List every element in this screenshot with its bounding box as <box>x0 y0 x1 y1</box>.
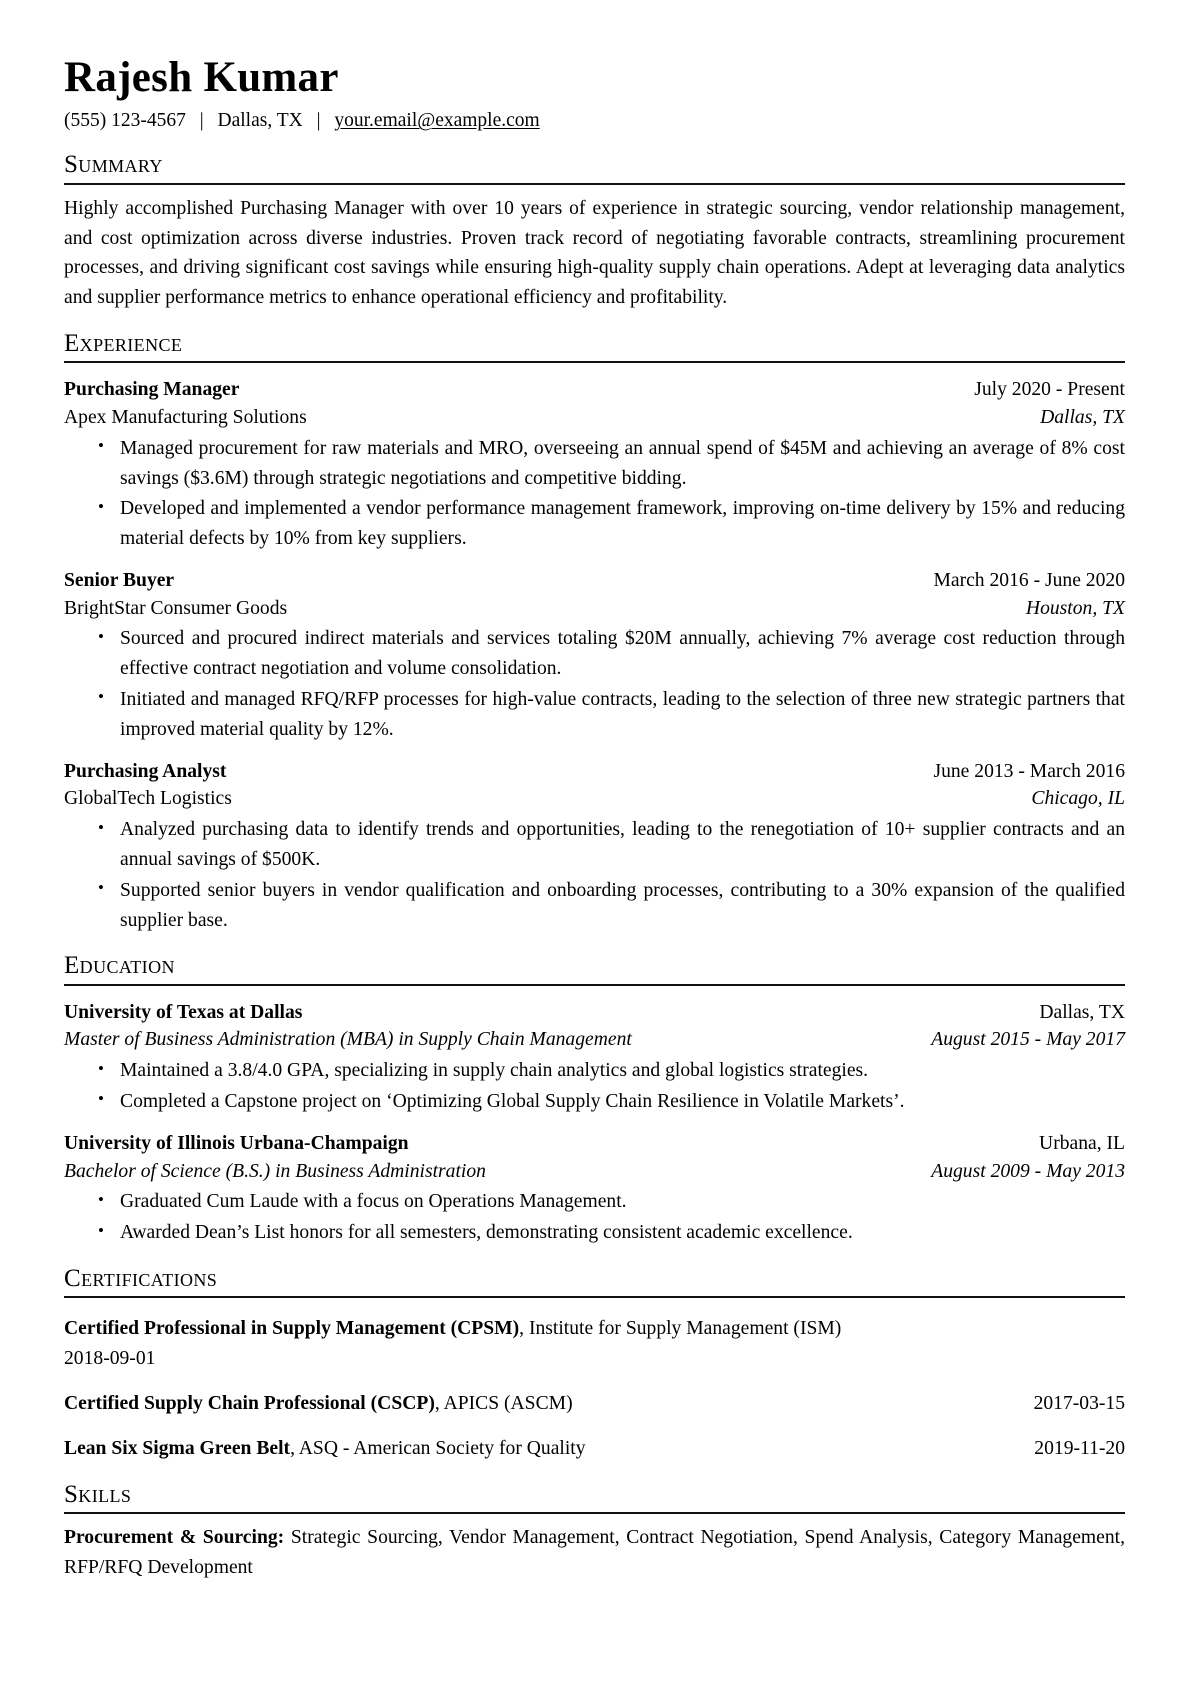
certification-date: 2018-09-01 <box>64 1347 156 1369</box>
section-summary <box>64 152 1125 312</box>
certification-text <box>64 1389 1020 1418</box>
certification-entry <box>64 1389 1125 1418</box>
job-location: Dallas, TX <box>1040 406 1125 428</box>
education-bullet-list <box>64 1187 1125 1248</box>
certification-issuer: , Institute for Supply Management (ISM) <box>519 1318 842 1340</box>
certification-name: Certified Supply Chain Professional (CSCP) <box>64 1393 435 1414</box>
job-dates: March 2016 - June 2020 <box>933 569 1125 591</box>
education-degree-row <box>64 1158 1125 1186</box>
section-rule-experience <box>64 361 1125 363</box>
company-name: Apex Manufacturing Solutions <box>64 406 307 428</box>
education-entry <box>64 999 1125 1117</box>
skill-items: Strategic Sourcing, Vendor Management, Contract Negotiation, Spend Analysis, Category Management, RFP/RFQ Development <box>64 1527 1125 1578</box>
job-location: Chicago, IL <box>1031 788 1125 810</box>
job-title: Purchasing Manager <box>64 379 240 401</box>
experience-company-row <box>64 785 1125 813</box>
section-heading-experience: Experience <box>64 329 183 357</box>
school-location: Urbana, IL <box>1039 1132 1125 1154</box>
company-name: BrightStar Consumer Goods <box>64 597 288 619</box>
experience-title-row <box>64 758 1125 786</box>
experience-entry <box>64 758 1125 936</box>
job-title: Purchasing Analyst <box>64 760 227 782</box>
education-school-row <box>64 1130 1125 1158</box>
certification-name: Certified Professional in Supply Management (CPSM) <box>64 1318 520 1340</box>
job-bullet: • Developed and implemented a vendor performance management framework, improving on-time delivery by 15% and reducing material defects by 10% from key suppliers. <box>98 494 1125 554</box>
education-bullet-list <box>64 1056 1125 1117</box>
experience-entry <box>64 376 1125 554</box>
section-heading-certifications: Certifications <box>64 1264 218 1292</box>
education-bullet: • Maintained a 3.8/4.0 GPA, specializing in supply chain analytics and global logistics strategies. <box>98 1056 1125 1086</box>
education-bullet: • Awarded Dean’s List honors for all semesters, demonstrating consistent academic excellence. <box>98 1218 1125 1248</box>
skill-group <box>64 1523 1125 1583</box>
degree-name: Master of Business Administration (MBA) in Supply Chain Management <box>64 1029 632 1051</box>
certification-issuer: , APICS (ASCM) <box>434 1393 573 1414</box>
section-rule-summary <box>64 183 1125 185</box>
section-education <box>64 953 1125 1248</box>
job-bullet: • Initiated and managed RFQ/RFP processes for high-value contracts, leading to the selection of three new strategic partners that improved material quality by 12%. <box>98 685 1125 745</box>
phone-number: (555) 123-4567 <box>64 110 186 132</box>
certification-date: 2019-11-20 <box>1034 1438 1125 1460</box>
experience-title-row <box>64 376 1125 404</box>
school-name: University of Texas at Dallas <box>64 1001 303 1023</box>
job-bullet-list <box>64 434 1125 554</box>
job-title: Senior Buyer <box>64 569 175 591</box>
section-skills <box>64 1482 1125 1583</box>
certification-text <box>64 1434 1020 1463</box>
experience-entry <box>64 567 1125 745</box>
certification-entry <box>64 1434 1125 1463</box>
education-bullet: • Completed a Capstone project on ‘Optimizing Global Supply Chain Resilience in Volatile Markets’. <box>98 1087 1125 1117</box>
certification-line <box>64 1389 1125 1418</box>
section-heading-education: Education <box>64 952 175 980</box>
job-bullet: • Analyzed purchasing data to identify trends and opportunities, leading to the renegotiation of 10+ supplier contracts and an annual savings of $500K. <box>98 815 1125 875</box>
education-school-row <box>64 999 1125 1027</box>
job-bullet-list <box>64 815 1125 935</box>
degree-name: Bachelor of Science (B.S.) in Business Administration <box>64 1160 486 1182</box>
job-bullet: • Sourced and procured indirect materials and services totaling $20M annually, achieving 7% average cost reduction through effective contract negotiation and volume consolidation. <box>98 624 1125 684</box>
job-dates: July 2020 - Present <box>974 379 1125 401</box>
certification-entry <box>64 1314 1125 1373</box>
candidate-location: Dallas, TX <box>217 110 303 132</box>
resume-header <box>64 54 1125 134</box>
certification-issuer: , ASQ - American Society for Quality <box>290 1438 586 1460</box>
experience-title-row <box>64 567 1125 595</box>
contact-separator-2: | <box>316 110 321 132</box>
section-rule-education <box>64 984 1125 986</box>
section-rule-certifications <box>64 1296 1125 1298</box>
job-dates: June 2013 - March 2016 <box>933 760 1125 782</box>
contact-separator-1: | <box>199 110 204 132</box>
section-heading-skills: Skills <box>64 1480 132 1508</box>
school-location: Dallas, TX <box>1039 1001 1125 1023</box>
school-name: University of Illinois Urbana-Champaign <box>64 1132 409 1154</box>
job-location: Houston, TX <box>1025 597 1125 619</box>
section-rule-skills <box>64 1512 1125 1514</box>
education-entry <box>64 1130 1125 1248</box>
degree-dates: August 2015 - May 2017 <box>931 1029 1125 1051</box>
education-bullet: • Graduated Cum Laude with a focus on Operations Management. <box>98 1187 1125 1217</box>
skill-category: Procurement & Sourcing: <box>64 1527 285 1549</box>
section-certifications <box>64 1266 1125 1464</box>
candidate-name: Rajesh Kumar <box>64 54 339 101</box>
contact-line <box>64 108 1125 134</box>
certification-line <box>64 1434 1125 1463</box>
certification-name: Lean Six Sigma Green Belt <box>64 1438 291 1460</box>
degree-dates: August 2009 - May 2013 <box>931 1160 1125 1182</box>
experience-company-row <box>64 595 1125 623</box>
job-bullet: • Managed procurement for raw materials and MRO, overseeing an annual spend of $45M and achieving an average of 8% cost savings ($3.6M) through strategic negotiations and competitive bidding. <box>98 434 1125 494</box>
job-bullet-list <box>64 624 1125 744</box>
job-bullet: • Supported senior buyers in vendor qualification and onboarding processes, contributing to a 30% expansion of the qualified supplier base. <box>98 876 1125 936</box>
education-degree-row <box>64 1026 1125 1054</box>
experience-company-row <box>64 404 1125 432</box>
summary-text: Highly accomplished Purchasing Manager with over 10 years of experience in strategic sourcing, vendor relationship management, and cost optimization across diverse industries. Proven track record of negotiating favorable contracts, streamlining procurement processes, and driving significant cost savings while ensuring high-quality supply chain operations. Adept at leveraging data analytics and supplier performance metrics to enhance operational efficiency and profitability. <box>64 197 1125 309</box>
certification-text <box>64 1318 841 1339</box>
certification-line <box>64 1314 1125 1373</box>
section-experience <box>64 331 1125 936</box>
section-heading-summary: Summary <box>64 151 163 179</box>
email-link[interactable]: your.email@example.com <box>334 110 540 132</box>
company-name: GlobalTech Logistics <box>64 788 232 810</box>
certification-date: 2017-03-15 <box>1033 1393 1125 1414</box>
